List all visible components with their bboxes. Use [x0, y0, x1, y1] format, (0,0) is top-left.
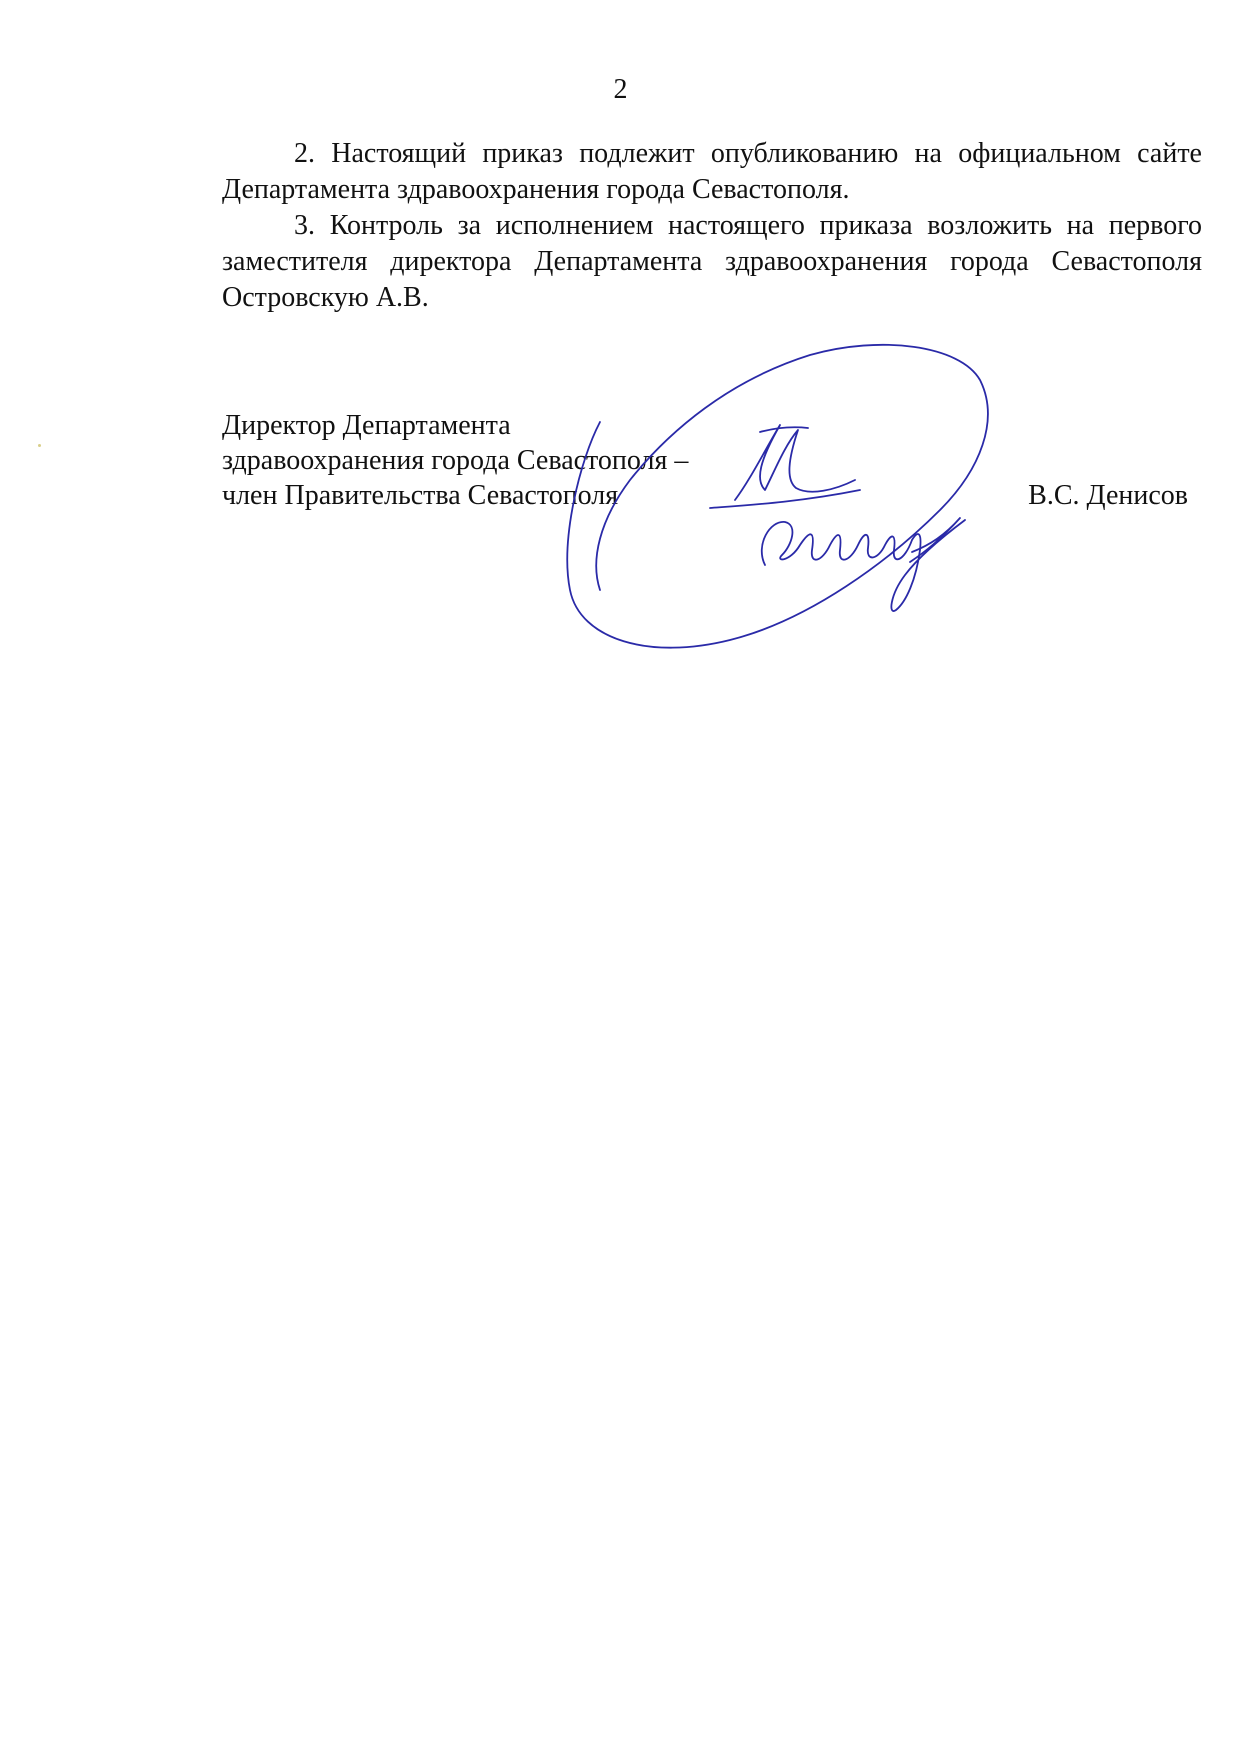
document-body: [222, 136, 1202, 316]
signer-position-line-2: здравоохранения города Севастополя –: [222, 445, 689, 476]
signer-position-line-3: член Правительства Севастополя: [222, 480, 619, 511]
paragraph-control: 3. Контроль за исполнением настоящего приказа возложить на первого заместителя директора Департамента здравоохранения города Севастополя Островскую А.В.: [222, 210, 1202, 313]
signer-position-line-1: Директор Департамента: [222, 410, 511, 441]
signature-block: [222, 408, 1202, 513]
signer-name: В.С. Денисов: [1028, 480, 1188, 511]
paragraph-publication: 2. Настоящий приказ подлежит опубликованию на официальном сайте Департамента здравоохранения города Севастополя.: [222, 138, 1202, 205]
page-number: 2: [613, 74, 628, 105]
scan-speck: [38, 444, 41, 447]
signature-tail-stroke: [910, 518, 960, 562]
signature-letters-stroke: [762, 520, 965, 611]
